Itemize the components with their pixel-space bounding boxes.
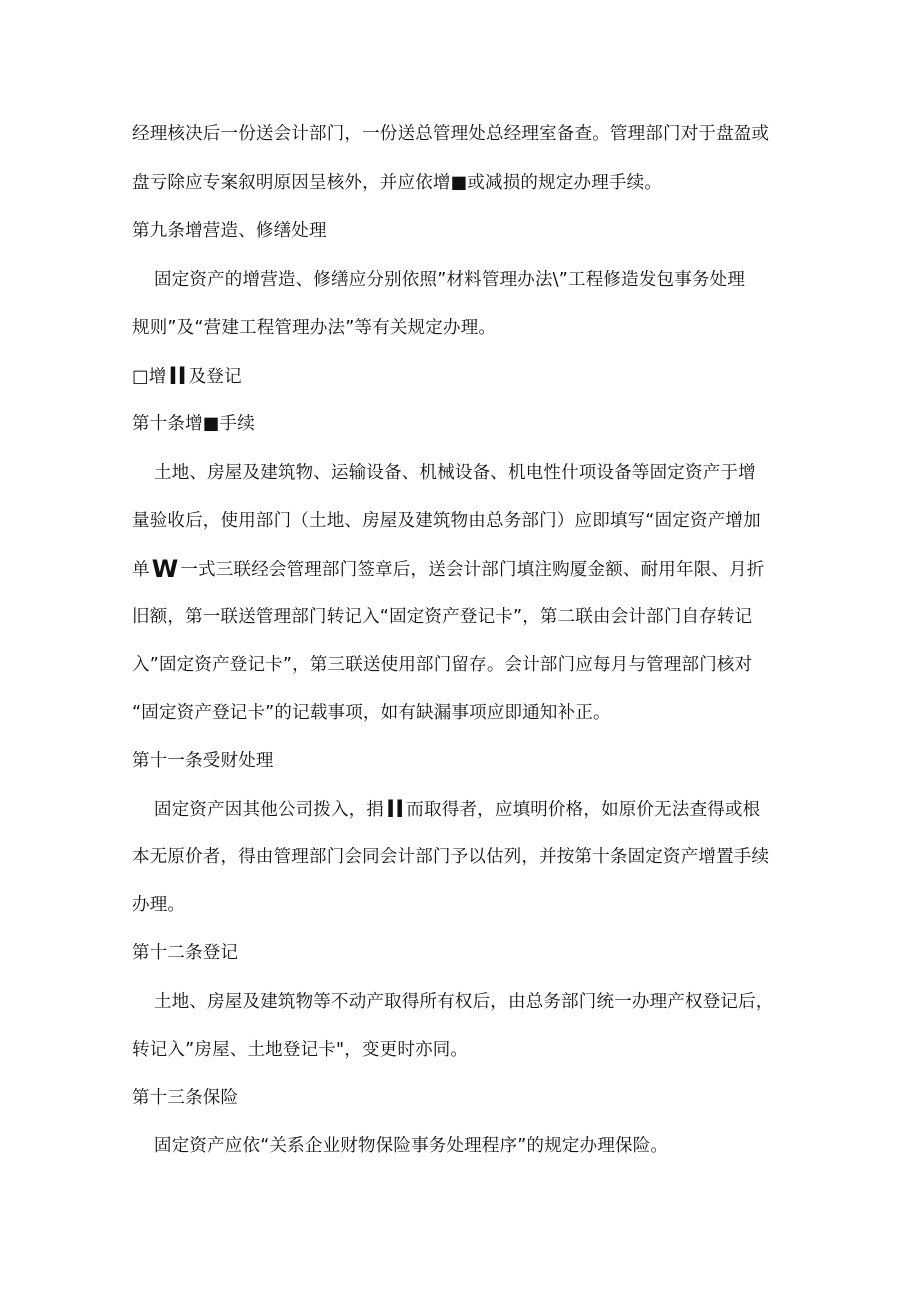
line-text-part: 一式三联经会管理部门签章后，送会计部门填注购厦金额、耐用年限、月折: [180, 560, 765, 580]
line-text-part: 固定资产因其他公司拨入，捐: [154, 800, 385, 820]
heading-text: 第十一条受财处理: [132, 751, 274, 771]
heading-text: 第十二条登记: [132, 943, 239, 963]
paragraph-line: [132, 509, 802, 533]
line-text: 土地、房屋及建筑物、运输设备、机械设备、机电性什项设备等固定资产于增: [154, 463, 756, 483]
line-text-part: 而取得者，应填明价格，如原价无法查得或根: [406, 800, 761, 820]
article-heading-13: [132, 1086, 802, 1110]
line-text: 土地、房屋及建筑物等不动产取得所有权后，由总务部门统一办理产权登记后，: [154, 992, 774, 1012]
heading-text-part: □增: [132, 367, 167, 387]
paragraph-line: [132, 701, 802, 725]
paragraph-line: [132, 122, 802, 146]
section-heading: [132, 364, 802, 389]
paragraph-line: [154, 1134, 824, 1158]
heading-glyph: II: [168, 362, 187, 390]
paragraph-line: [154, 461, 824, 485]
paragraph-line: [132, 557, 802, 582]
article-heading-11: [132, 749, 802, 773]
paragraph-line: [132, 1038, 802, 1062]
line-text: 转记入”房屋、土地登记卡"，变更时亦同。: [132, 1040, 469, 1060]
paragraph-line: [132, 893, 802, 917]
article-heading-10: [132, 412, 802, 436]
line-text: 办理。: [132, 895, 186, 915]
line-text: 固定资产应依“关系企业财物保险事务处理程序”的规定办理保险。: [154, 1136, 669, 1156]
paragraph-line: [132, 653, 802, 677]
article-heading-12: [132, 941, 802, 965]
paragraph-line: [132, 845, 802, 869]
line-text: 入”固定资产登记卡”，第三联送使用部门留存。会计部门应每月与管理部门核对: [132, 655, 753, 675]
line-glyph: II: [386, 795, 405, 823]
line-text: 规则”及“营建工程管理办法”等有关规定办理。: [132, 318, 497, 338]
line-text: “固定资产登记卡”的记载事项，如有缺漏事项应即通知补正。: [132, 703, 611, 723]
heading-text: 第九条增营造、修缮处理: [132, 221, 327, 241]
line-glyph: W: [151, 555, 179, 583]
paragraph-line: [154, 990, 824, 1014]
line-text-part: 单: [132, 560, 150, 580]
paragraph-line: [132, 605, 802, 629]
paragraph-line: [154, 268, 824, 292]
heading-text: 第十三条保险: [132, 1088, 239, 1108]
paragraph-line: [132, 316, 802, 340]
line-text: 盘亏除应专案叙明原因呈核外，并应依增■或减损的规定办理手续。: [132, 173, 663, 193]
line-text: 本无原价者，得由管理部门会同会计部门予以估列，并按第十条固定资产增置手续: [132, 847, 770, 867]
paragraph-line: [132, 171, 802, 195]
line-text: 经理核决后一份送会计部门，一份送总管理处总经理室备查。管理部门对于盘盈或: [132, 124, 770, 144]
heading-text-part: 及登记: [188, 367, 242, 387]
line-text: 量验收后，使用部门（土地、房屋及建筑物由总务部门）应即填写“固定资产增加: [132, 511, 761, 531]
paragraph-line: [154, 797, 824, 822]
line-text: 固定资产的增营造、修缮应分别依照”材料管理办法\”工程修造发包事务处理: [154, 270, 746, 290]
line-text: 旧额，第一联送管理部门转记入“固定资产登记卡”，第二联由会计部门自存转记: [132, 607, 753, 627]
article-heading-9: [132, 219, 802, 243]
heading-text: 第十条增■手续: [132, 414, 255, 434]
